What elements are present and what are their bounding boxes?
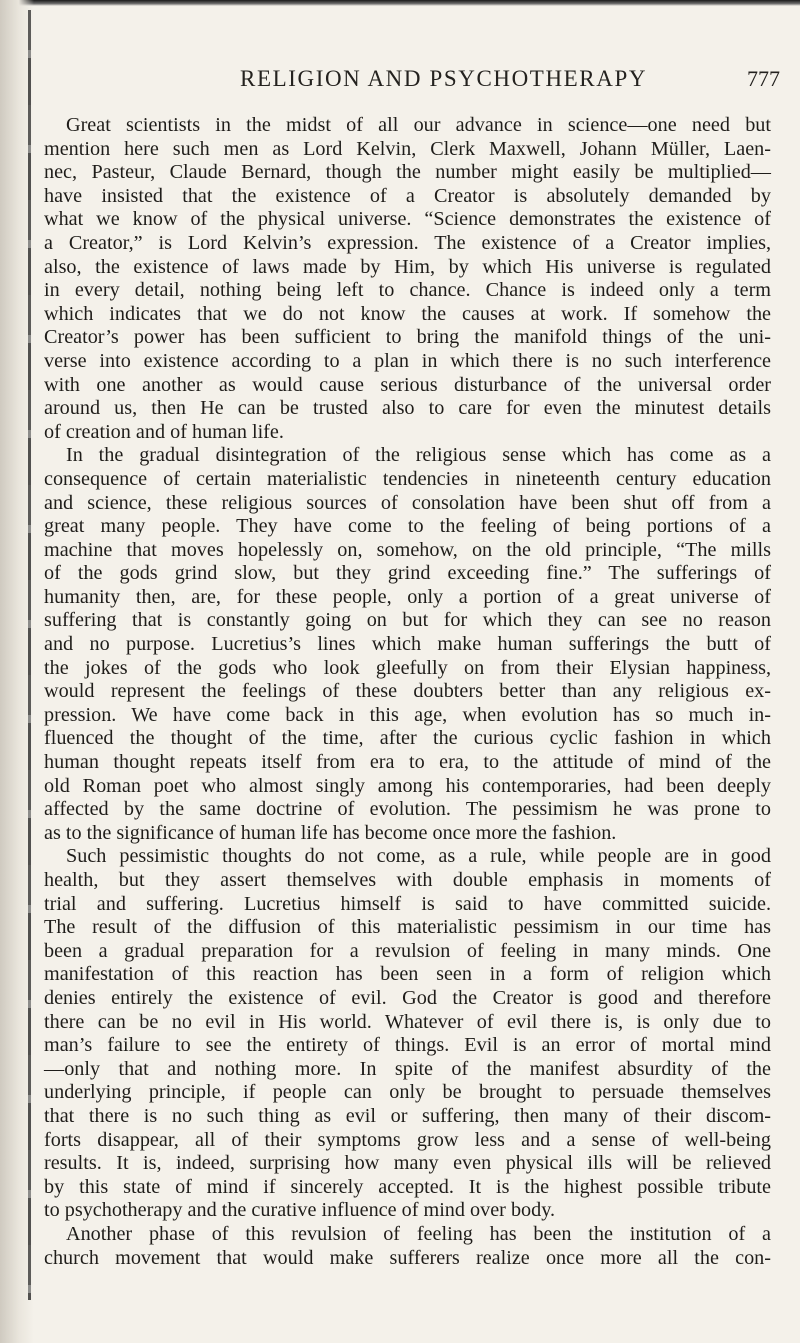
text-line: as to the significance of human life has become once more the fashion. (44, 821, 617, 844)
body-text (44, 114, 771, 1270)
text-line: also, the existence of laws made by Him, by which His universe is regulated (44, 255, 771, 278)
text-line: would represent the feelings of these doubters better than any religious ex- (44, 680, 771, 703)
text-line: there can be no evil in His world. Whatever of evil there is, is only due to (44, 1010, 771, 1033)
text-line: human thought repeats itself from era to era, to the attitude of mind of the (44, 751, 771, 774)
text-line: what we know of the physical universe. “Science demonstrates the existence of (44, 208, 771, 231)
text-line: nec, Pasteur, Claude Bernard, though the number might easily be multiplied— (44, 161, 771, 184)
text-line: of the gods grind slow, but they grind exceeding fine.” The sufferings of (44, 562, 771, 585)
text-line: humanity then, are, for these people, only a portion of a great universe of (44, 585, 771, 608)
text-line: underlying principle, if people can only be brought to persuade themselves (44, 1081, 771, 1104)
text-line: Creator’s power has been sufficient to bring the manifold things of the uni- (44, 326, 771, 349)
text-line: verse into existence according to a plan in which there is no such interference (44, 349, 771, 372)
text-line: trial and suffering. Lucretius himself is said to have committed suicide. (44, 892, 771, 915)
text-line: great many people. They have come to the feeling of being portions of a (44, 515, 771, 538)
text-line: that there is no such thing as evil or suffering, then many of their discom- (44, 1104, 771, 1127)
text-line: of creation and of human life. (44, 420, 284, 443)
binding-edge (28, 10, 31, 1300)
text-line: Another phase of this revulsion of feeling has been the institution of a (66, 1222, 771, 1245)
text-line: by this state of mind if sincerely accepted. It is the highest possible tribute (44, 1175, 771, 1198)
page-number: 777 (747, 66, 780, 91)
text-line: been a gradual preparation for a revulsion of feeling in many minds. One (44, 939, 771, 962)
text-line: and science, these religious sources of consolation have been shut off from a (44, 491, 771, 514)
text-line: to psychotherapy and the curative influence of mind over body. (44, 1199, 556, 1222)
text-line: Such pessimistic thoughts do not come, as a rule, while people are in good (66, 845, 771, 868)
text-line: In the gradual disintegration of the religious sense which has come as a (66, 444, 771, 467)
text-line: manifestation of this reaction has been seen in a form of religion which (44, 963, 771, 986)
text-line: and no purpose. Lucretius’s lines which make human sufferings the butt of (44, 633, 771, 656)
text-line: consequence of certain materialistic tendencies in nineteenth century education (44, 467, 771, 490)
text-line: a Creator,” is Lord Kelvin’s expression. The existence of a Creator implies, (44, 231, 771, 254)
text-line: man’s failure to see the entirety of things. Evil is an error of mortal mind (44, 1034, 771, 1057)
text-line: fluenced the thought of the time, after the curious cyclic fashion in which (44, 727, 771, 750)
text-line: church movement that would make sufferers realize once more all the con- (44, 1246, 771, 1269)
text-line: results. It is, indeed, surprising how many even physical ills will be relieved (44, 1152, 771, 1175)
text-line: which indicates that we do not know the causes at work. If somehow the (44, 302, 771, 325)
text-line: pression. We have come back in this age, when evolution has so much in- (44, 703, 771, 726)
text-line: —only that and nothing more. In spite of the manifest absurdity of the (44, 1057, 771, 1080)
text-line: with one another as would cause serious disturbance of the universal order (44, 373, 771, 396)
text-line: mention here such men as Lord Kelvin, Clerk Maxwell, Johann Müller, Laen- (44, 137, 771, 160)
scan-top-rule (0, 0, 800, 6)
text-line: machine that moves hopelessly on, somehow, on the old principle, “The mills (44, 538, 771, 561)
running-head: RELIGION AND PSYCHOTHERAPY (240, 66, 648, 91)
text-line: in every detail, nothing being left to chance. Chance is indeed only a term (44, 279, 771, 302)
text-line: the jokes of the gods who look gleefully on from their Elysian happiness, (44, 656, 771, 679)
text-line: suffering that is constantly going on but for which they can see no reason (44, 609, 771, 632)
text-line: forts disappear, all of their symptoms grow less and a sense of well-being (44, 1128, 771, 1151)
page-header (40, 66, 800, 96)
text-line: old Roman poet who almost singly among his contemporaries, had been deeply (44, 774, 771, 797)
text-line: have insisted that the existence of a Creator is absolutely demanded by (44, 184, 771, 207)
text-line: around us, then He can be trusted also to care for even the minutest details (44, 397, 771, 420)
text-line: Great scientists in the midst of all our advance in science—one need but (66, 114, 771, 136)
text-line: affected by the same doctrine of evolution. The pessimism he was prone to (44, 798, 771, 821)
text-line: denies entirely the existence of evil. God the Creator is good and therefore (44, 986, 771, 1009)
text-line: health, but they assert themselves with double emphasis in moments of (44, 869, 771, 891)
text-line: The result of the diffusion of this materialistic pessimism in our time has (44, 916, 771, 939)
